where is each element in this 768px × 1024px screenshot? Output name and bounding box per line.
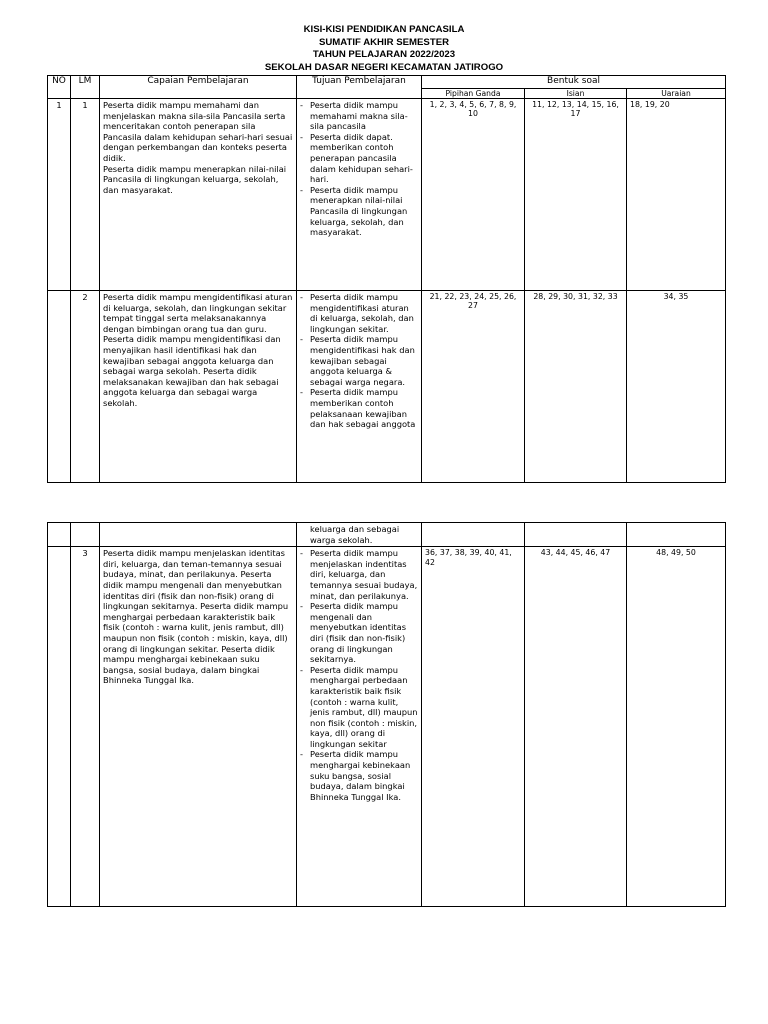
tujuan-item: - Peserta didik mampu mengidentifikasi hak dan kewajiban sebagai anggota keluarga & sebagai warga negara. [300, 334, 418, 387]
isian-numbers: 11, 12, 13, 14, 15, 16, 17 [525, 99, 627, 291]
tujuan-cell [297, 291, 422, 483]
table-row-continuation [48, 523, 726, 547]
capaian-text: Peserta didik mampu menjelaskan identitas diri, keluarga, dan teman-temannya sesuai budaya, minat, dan perilakunya. Peserta didik mampu mengenali dan menyebutkan identitas diri (fisik dan non-fisik) orang di lingkungan sekitarnya. Peserta didik mampu menghargai perbedaan karakteristik baik fisik (contoh : warna kulit, jenis rambut, dll) maupun non fisik (contoh : miskin, kaya, dll) orang di lingkungan sekitar. Peserta didik mampu menghargai kebinekaan suku bangsa, sosial budaya, dalam bingkai Bhinneka Tunggal Ika. [103, 548, 289, 686]
uraian-numbers: 48, 49, 50 [627, 547, 726, 907]
pilihan-ganda-numbers: 21, 22, 23, 24, 25, 26, 27 [422, 291, 525, 483]
tujuan-item: - Peserta didik mampu mengidentifikasi aturan di keluarga, sekolah, dan lingkungan sekitar. [300, 292, 418, 334]
title-line-4: SEKOLAH DASAR NEGERI KECAMATAN JATIROGO [264, 61, 504, 73]
tujuan-item: - Peserta didik mampu menghargai kebinekaan suku bangsa, sosial budaya, dalam bingkai Bhinneka Tunggal Ika. [300, 749, 418, 802]
row-no [48, 291, 71, 483]
col-header-tujuan: Tujuan Pembelajaran [297, 76, 422, 99]
tujuan-item: - Peserta didik mampu mengenali dan menyebutkan identitas diri (fisik dan non-fisik) orang di lingkungan sekitarnya. [300, 601, 418, 665]
col-header-bentuk-soal: Bentuk soal [422, 76, 726, 89]
row-no: 1 [48, 99, 71, 291]
capaian-text: Peserta didik mampu memahami dan menjelaskan makna sila-sila Pancasila serta menceritakan contoh penerapan sila Pancasila dalam kehidupan sehari-hari sesuai dengan perkembangan dan konteks peserta didik. [103, 100, 293, 163]
row-lm: 2 [71, 291, 100, 483]
capaian-text: Peserta didik mampu menerapkan nilai-nilai Pancasila di lingkungan keluarga, sekolah, dan masyarakat. [103, 163, 287, 195]
uraian-numbers: 18, 19, 20 [627, 99, 726, 291]
row-no [48, 547, 71, 907]
kisi-kisi-table-page-2 [47, 522, 726, 907]
tujuan-item-continued: keluarga dan sebagai warga sekolah. [310, 524, 400, 545]
capaian-cell [100, 99, 297, 291]
tujuan-item: - Peserta didik mampu menghargai perbedaan karakteristik baik fisik (contoh : warna kulit, jenis rambut, dll) maupun non fisik (contoh : miskin, kaya, dll) orang di lingkungan sekitar [300, 665, 418, 750]
col-header-uraian: Uaraian [627, 89, 726, 99]
tujuan-cell [297, 99, 422, 291]
row-lm: 3 [71, 547, 100, 907]
pilihan-ganda-numbers: 36, 37, 38, 39, 40, 41, 42 [422, 547, 525, 907]
title-line-2: SUMATIF AKHIR SEMESTER [318, 36, 450, 48]
capaian-cell [100, 547, 297, 907]
tujuan-item: - Peserta didik mampu memberikan contoh pelaksanaan kewajiban dan hak sebagai anggota [300, 387, 418, 429]
table-row [48, 99, 726, 291]
table-row [48, 291, 726, 483]
table-row [48, 547, 726, 907]
isian-numbers: 43, 44, 45, 46, 47 [525, 547, 627, 907]
tujuan-item: - Peserta didik mampu menerapkan nilai-nilai Pancasila di lingkungan keluarga, sekolah, dan masyarakat. [300, 185, 418, 238]
row-lm: 1 [71, 99, 100, 291]
title-line-3: TAHUN PELAJARAN 2022/2023 [312, 49, 456, 60]
col-header-lm: LM [71, 76, 100, 99]
document-title [0, 24, 768, 74]
title-line-1: KISI-KISI PENDIDIKAN PANCASILA [303, 24, 465, 35]
tujuan-cell [297, 547, 422, 907]
uraian-numbers: 34, 35 [627, 291, 726, 483]
pilihan-ganda-numbers: 1, 2, 3, 4, 5, 6, 7, 8, 9, 10 [422, 99, 525, 291]
col-header-capaian: Capaian Pembelajaran [100, 76, 297, 99]
kisi-kisi-table-page-1 [47, 75, 726, 483]
col-header-no: NO [48, 76, 71, 99]
tujuan-continuation [297, 523, 422, 547]
capaian-cell [100, 291, 297, 483]
isian-numbers: 28, 29, 30, 31, 32, 33 [525, 291, 627, 483]
col-header-pilihan-ganda: Pipihan Ganda [422, 89, 525, 99]
tujuan-item: - Peserta didik mampu memahami makna sila- sila pancasila [300, 100, 418, 132]
tujuan-item: - Peserta didik dapat. memberikan contoh penerapan pancasila dalam kehidupan sehari- hari. [300, 132, 418, 185]
capaian-text: Peserta didik mampu mengidentifikasi aturan di keluarga, sekolah, dan lingkungan sekitar tempat tinggal serta melaksanakannya dengan bimbingan orang tua dan guru. Peserta didik mampu mengidentifikasi dan menyajikan hasil identifikasi hak dan kewajiban sebagai anggota keluarga dan sebagai warga sekolah. Peserta didik melaksanakan kewajiban dan hak sebagai anggota keluarga dan sebagai warga sekolah. [103, 292, 293, 408]
col-header-isian: Isian [525, 89, 627, 99]
tujuan-item: - Peserta didik mampu menjelaskan indentitas diri, keluarga, dan temannya sesuai budaya, minat, dan perilakunya. [300, 548, 418, 601]
